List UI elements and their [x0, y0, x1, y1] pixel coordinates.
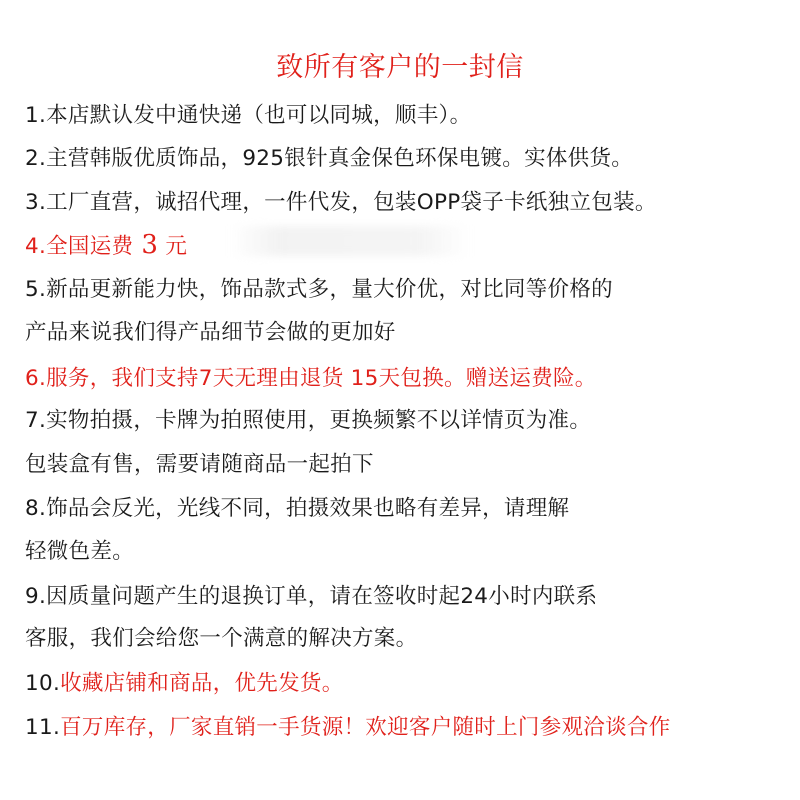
list-item-3	[25, 188, 800, 218]
list-item-6	[25, 364, 800, 394]
list-item-9	[25, 582, 800, 612]
item-number: 10.	[25, 671, 61, 696]
item-number: 2.	[25, 146, 47, 171]
list-item-5-continuation	[25, 318, 800, 348]
shipping-fee-unit: 元	[165, 234, 188, 259]
list-item-5	[25, 275, 800, 305]
item-text: 百万库存，厂家直销一手货源！欢迎客户随时上门参观洽谈合作	[60, 715, 671, 740]
item-number: 1.	[25, 103, 47, 128]
list-item-11	[25, 713, 800, 743]
list-item-7-continuation	[25, 450, 800, 480]
item-text: 因质量问题产生的退换订单，请在签收时起24小时内联系	[46, 584, 598, 609]
item-number: 5.	[25, 277, 47, 302]
item-number: 4.	[25, 234, 47, 259]
list-item-2	[25, 144, 800, 174]
list-item-9-continuation	[25, 624, 800, 654]
item-number: 7.	[25, 408, 47, 433]
item-number: 8.	[25, 496, 47, 521]
item-text: 新品更新能力快，饰品款式多，量大价优，对比同等价格的	[46, 277, 613, 302]
item-number: 11.	[25, 715, 61, 740]
item-text-continued: 轻微色差。	[25, 539, 135, 564]
list-item-7	[25, 406, 800, 436]
item-number: 3.	[25, 190, 47, 215]
shipping-fee-amount: 3	[141, 230, 159, 260]
item-text: 实物拍摄，卡牌为拍照使用，更换频繁不以详情页为准。	[46, 408, 592, 433]
item-text: 工厂直营，诚招代理，一件代发，包装OPP袋子卡纸独立包装。	[46, 190, 657, 215]
item-text-continued: 包装盒有售，需要请随商品一起拍下	[25, 452, 374, 477]
item-text: 服务，我们支持7天无理由退货 15天包换。赠送运费险。	[46, 366, 597, 391]
item-text-continued: 产品来说我们得产品细节会做的更加好	[25, 320, 396, 345]
list-item-10	[25, 669, 800, 699]
item-text-continued: 客服，我们会给您一个满意的解决方案。	[25, 626, 418, 651]
item-text: 主营韩版优质饰品，925银针真金保色环保电镀。实体供货。	[46, 146, 634, 171]
item-text: 本店默认发中通快递（也可以同城，顺丰）。	[46, 103, 472, 128]
item-text: 收藏店铺和商品，优先发货。	[60, 671, 344, 696]
item-number: 6.	[25, 366, 47, 391]
list-item-8	[25, 494, 800, 524]
item-text: 全国运费	[46, 234, 134, 259]
list-item-8-continuation	[25, 537, 800, 567]
item-text: 饰品会反光，光线不同，拍摄效果也略有差异，请理解	[46, 496, 570, 521]
page-title: 致所有客户的一封信	[276, 52, 524, 83]
list-item-1	[25, 101, 800, 131]
list-item-4	[25, 230, 800, 262]
item-number: 9.	[25, 584, 47, 609]
